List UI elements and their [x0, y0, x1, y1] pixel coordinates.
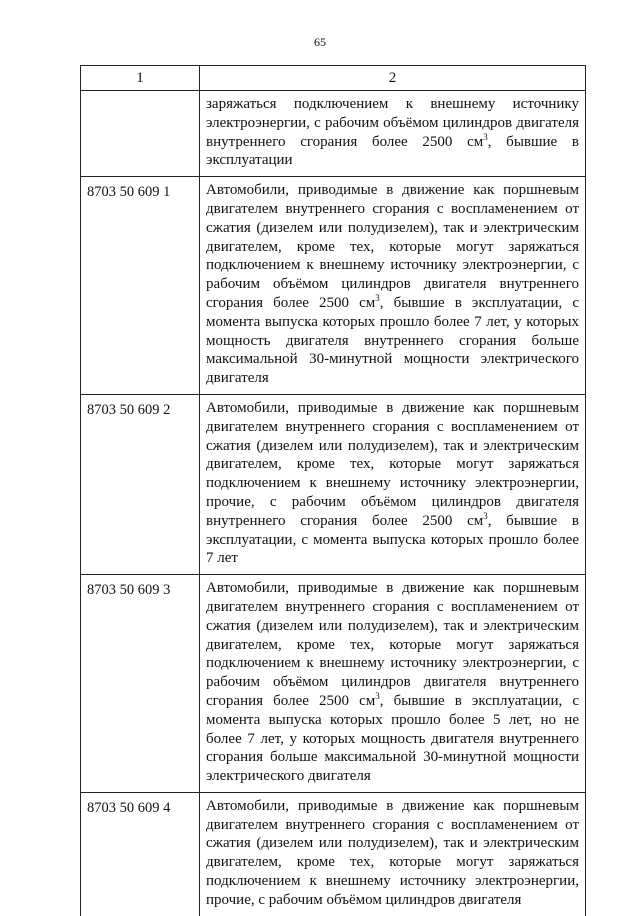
- tariff-code-cell: [81, 91, 200, 177]
- description-cell: [200, 394, 586, 574]
- tariff-code-cell: 8703 50 609 3: [81, 575, 200, 793]
- superscript: 3: [375, 690, 380, 701]
- superscript: 3: [375, 292, 380, 303]
- description-text: , бывшие в эксплуатации, с момента выпуска которых прошло более 5 лет, но не более 7 лет, у которых мощность двигателя внутреннего сгорания больше максимальной 30-минутной мощности электрического двигателя: [206, 692, 580, 785]
- tariff-code-cell: 8703 50 609 4: [81, 792, 200, 915]
- table-row: [81, 792, 586, 915]
- description-text: , бывшие в эксплуатации, с момента выпуска которых прошло более 7 лет: [206, 512, 579, 567]
- description-text: Автомобили, приводимые в движение как поршневым двигателем внутреннего сгорания с воспламенением от сжатия (дизелем или полудизелем), так и электрическим двигателем, кроме тех, которые могут заряжаться подключением к внешнему источнику электроэнергии, прочие, с рабочим объёмом цилиндров двигателя внутреннего сгорания более 2500 см: [206, 399, 579, 529]
- superscript: 3: [483, 131, 488, 142]
- page-number: 65: [314, 35, 326, 49]
- column-header-code: 1: [81, 66, 200, 91]
- description-cell: [200, 575, 586, 793]
- tariff-code-cell: 8703 50 609 1: [81, 177, 200, 395]
- description-text: Автомобили, приводимые в движение как поршневым двигателем внутреннего сгорания с воспламенением от сжатия (дизелем или полудизелем), так и электрическим двигателем, кроме тех, которые могут заряжаться подключением к внешнему источнику электроэнергии, с рабочим объёмом цилиндров двигателя внутреннего сгорания более 2500 см: [206, 580, 579, 709]
- description-text: заряжаться подключением к внешнему источнику электроэнергии, с рабочим объёмом цилиндров двигателя внутреннего сгорания более 2500 см: [206, 96, 579, 150]
- description-cell: [200, 792, 586, 915]
- superscript: 3: [483, 510, 488, 521]
- table-row: [81, 394, 586, 574]
- description-cell: [200, 91, 586, 177]
- description-text: Автомобили, приводимые в движение как поршневым двигателем внутреннего сгорания с воспламенением от сжатия (дизелем или полудизелем), так и электрическим двигателем, кроме тех, которые могут заряжаться подключением к внешнему источнику электроэнергии, прочие, с рабочим объёмом цилиндров двигателя: [206, 797, 579, 908]
- description-text: , бывшие в эксплуатации: [206, 133, 579, 169]
- table-row: [81, 575, 586, 793]
- description-cell: [200, 177, 586, 395]
- tariff-table: [80, 65, 586, 916]
- tariff-code-cell: 8703 50 609 2: [81, 394, 200, 574]
- table-row: [81, 91, 586, 177]
- column-header-description: 2: [200, 66, 586, 91]
- description-text: , бывшие в эксплуатации, с момента выпуска которых прошло более 7 лет, у которых мощность двигателя внутреннего сгорания больше максимальной 30-минутной мощности электрического двигателя: [206, 294, 580, 387]
- description-text: Автомобили, приводимые в движение как поршневым двигателем внутреннего сгорания с воспламенением от сжатия (дизелем или полудизелем), так и электрическим двигателем, кроме тех, которые могут заряжаться подключением к внешнему источнику электроэнергии, с рабочим объёмом цилиндров двигателя внутреннего сгорания более 2500 см: [206, 182, 579, 311]
- table-header-row: [81, 66, 586, 91]
- table-row: [81, 177, 586, 395]
